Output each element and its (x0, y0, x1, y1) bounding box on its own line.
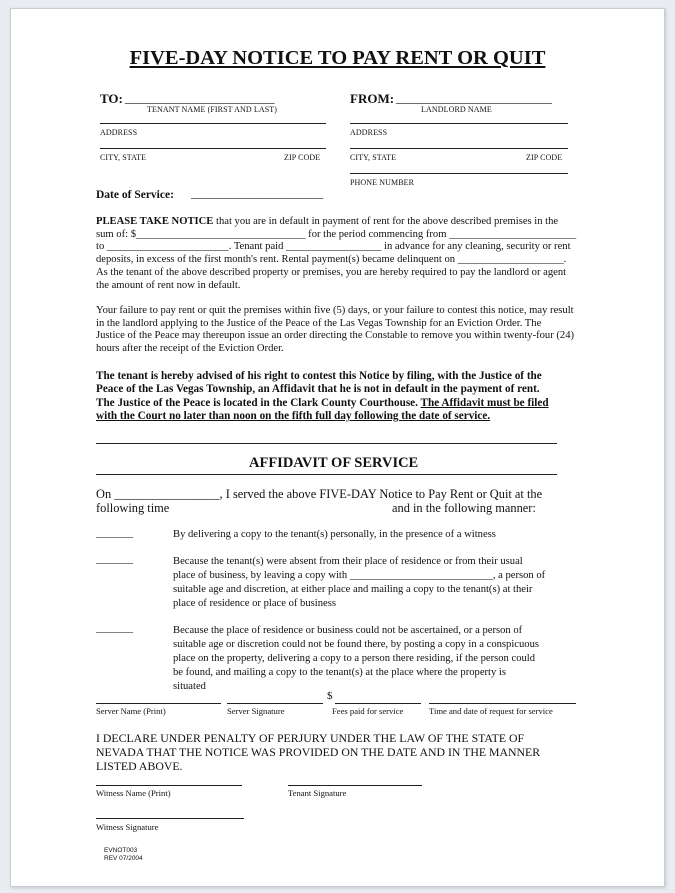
time-date-caption: Time and date of request for service (429, 706, 553, 716)
phone-line (350, 173, 568, 174)
following-manner: and in the following manner: (392, 501, 536, 515)
option2-line: Because the tenant(s) were absent from their place of residence or from their usual (173, 556, 523, 567)
option2-blank: _______ (96, 554, 134, 565)
address-left-caption: ADDRESS (100, 128, 138, 137)
server-name-line (96, 703, 221, 704)
affidavit-divider (96, 474, 557, 475)
city-right-line (350, 148, 568, 149)
address-left-line (100, 123, 326, 124)
notice-paragraph (96, 216, 576, 292)
option2-line: place of business, by leaving a copy with ___________________________, a person of (173, 570, 546, 581)
declaration (96, 731, 540, 773)
failure-line: Justice of the Peace may thereupon issue an order directing the Constable to remove you within twenty-four (24) (96, 330, 575, 342)
option3-line: situated (173, 681, 206, 692)
notice-line: As the tenant of the above described property or premises, you are hereby required to pay the landlord or agent (96, 266, 567, 278)
following-time: following time (96, 501, 170, 515)
option3-text (173, 624, 539, 694)
option3-line: be found, and mailing a copy to the tenant(s) at the place where the property is (173, 667, 506, 678)
option2-line: suitable age and discretion, at either place and mailing a copy to the tenant(s) at their (173, 584, 533, 595)
failure-line: in the landlord applying to the Justice of the Peace of the Las Vegas Township for an Eviction Order. The (96, 317, 542, 329)
phone-number-caption: PHONE NUMBER (350, 178, 415, 187)
witness-name-line (96, 785, 242, 786)
declaration-line: NEVADA THAT THE NOTICE WAS PROVIDED ON THE DATE AND IN THE MANNER (96, 745, 541, 759)
failure-paragraph (96, 305, 574, 356)
address-right-caption: ADDRESS (350, 128, 388, 137)
server-signature-line (227, 703, 323, 704)
address-right-line (350, 123, 568, 124)
time-date-line (429, 703, 576, 704)
option2-text (173, 555, 545, 611)
to-label: TO: (100, 91, 123, 106)
on-line: On _________________, I served the above FIVE-DAY Notice to Pay Rent or Quit at the (96, 487, 543, 501)
from-line: ________________________ (396, 90, 552, 105)
witness-signature-caption: Witness Signature (96, 822, 159, 832)
contest-line: The tenant is hereby advised of his right to contest this Notice by filing, with the Justice of the (96, 370, 542, 382)
page-title: FIVE-DAY NOTICE TO PAY RENT OR QUIT (129, 47, 546, 69)
option3-line: suitable age or discretion could not be found there, by posting a copy in a conspicuous (173, 639, 539, 650)
affidavit-title: AFFIDAVIT OF SERVICE (249, 455, 419, 471)
date-of-service-label: Date of Service: (96, 189, 174, 201)
failure-line: hours after the receipt of the Eviction Order. (96, 343, 284, 355)
to-line: _______________________ (125, 90, 275, 105)
declaration-line: I DECLARE UNDER PENALTY OF PERJURY UNDER THE LAW OF THE STATE OF (96, 731, 525, 745)
city-state-left-caption: CITY, STATE (100, 153, 147, 162)
revision: REV 07/2004 (104, 855, 143, 862)
fees-caption: Fees paid for service (332, 706, 404, 716)
option1-text: By delivering a copy to the tenant(s) personally, in the presence of a witness (173, 529, 496, 540)
witness-name-caption: Witness Name (Print) (96, 788, 171, 798)
option3-blank: _______ (96, 623, 134, 634)
zip-left-caption: ZIP CODE (284, 153, 321, 162)
contest-paragraph (96, 370, 549, 424)
city-left-line (100, 148, 326, 149)
notice-line: to _______________________. Tenant paid __________________ in advance for any cleaning, security or rent (96, 241, 571, 253)
contest-line: Peace of the Las Vegas Township, an Affidavit that he is not in default in the payment of rent. (96, 383, 540, 396)
notice-line: PLEASE TAKE NOTICE that you are in default in payment of rent for the above described premises in the (96, 216, 559, 227)
landlord-name-caption: LANDLORD NAME (421, 105, 492, 114)
document-page (10, 8, 665, 887)
option1-blank: _______ (96, 528, 134, 539)
tenant-signature-caption: Tenant Signature (288, 788, 347, 798)
server-name-caption: Server Name (Print) (96, 706, 166, 716)
server-signature-caption: Server Signature (227, 706, 285, 716)
declaration-line: LISTED ABOVE. (96, 759, 183, 773)
failure-line: Your failure to pay rent or quit the premises within five (5) days, or your failure to contest this notice, may result (96, 305, 574, 316)
section-divider (96, 443, 557, 444)
city-state-right-caption: CITY, STATE (350, 153, 397, 162)
contest-line: The Justice of the Peace is located in the Clark County Courthouse. The Affidavit must be filed (96, 396, 549, 409)
form-code: EVNOT003 (104, 847, 138, 854)
notice-line: sum of: $________________________________ for the period commencing from ________________________ (96, 228, 577, 240)
date-of-service-line: _______________________ (191, 188, 324, 200)
option3-line: place on the property, delivering a copy to a person there residing, if the person could (173, 653, 536, 664)
tenant-signature-line (288, 785, 422, 786)
contest-line: with the Court no later than noon on the fifth full day following the date of service. (96, 410, 491, 423)
option2-line: place of residence or place of business (173, 598, 336, 609)
witness-signature-line (96, 818, 244, 819)
tenant-name-caption: TENANT NAME (FIRST AND LAST) (147, 105, 278, 114)
notice-line: deposits, in excess of the first month's rent. Rental payment(s) became delinquent on ____________________. (96, 254, 567, 266)
from-label: FROM: (350, 91, 395, 106)
fees-line (335, 703, 421, 704)
notice-line: the amount of rent now in default. (96, 279, 241, 291)
dollar-sign: $ (327, 690, 333, 702)
zip-right-caption: ZIP CODE (526, 153, 563, 162)
option3-line: Because the place of residence or business could not be ascertained, or a person of (173, 625, 523, 636)
